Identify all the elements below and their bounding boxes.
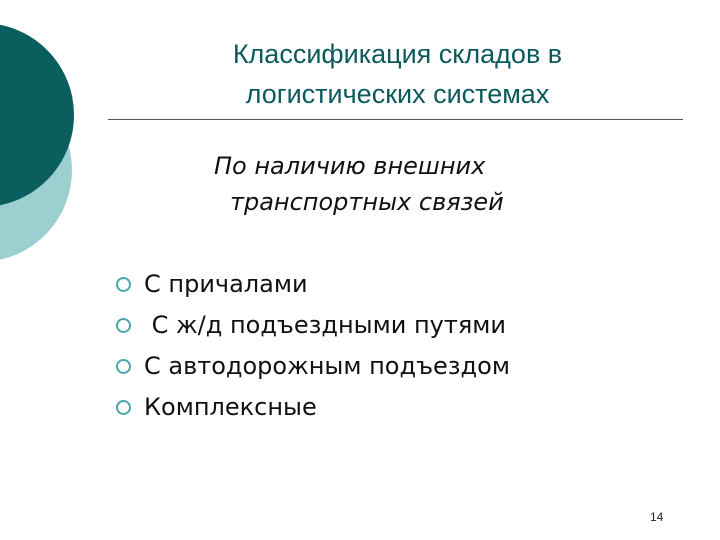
- ring-bullet-icon: [116, 318, 131, 333]
- list-item-text: С ж/д подъездными путями: [144, 311, 506, 339]
- slide-title-line-2: логистических системах: [245, 79, 550, 109]
- slide-subtitle: [180, 148, 620, 220]
- page-number: 14: [650, 510, 664, 524]
- list-item: [114, 307, 510, 348]
- list-item: [114, 266, 510, 307]
- ring-bullet-icon: [116, 400, 131, 415]
- list-item-text: С причалами: [144, 270, 308, 298]
- list-item: [114, 389, 510, 430]
- slide-subtitle-line-2: транспортных связей: [230, 188, 504, 216]
- ring-bullet-icon: [116, 359, 131, 374]
- slide-title-line-1: Классификация складов в: [232, 39, 563, 69]
- slide-title: [150, 34, 645, 114]
- list-item-text: С автодорожным подъездом: [144, 352, 510, 380]
- slide-subtitle-line-1: По наличию внешних: [214, 152, 486, 180]
- list-item: [114, 348, 510, 389]
- ring-bullet-icon: [116, 277, 131, 292]
- decorative-teal-circles: [0, 0, 120, 300]
- title-divider: [108, 119, 683, 120]
- list-item-text: Комплексные: [144, 393, 317, 421]
- bullet-list: [114, 266, 510, 430]
